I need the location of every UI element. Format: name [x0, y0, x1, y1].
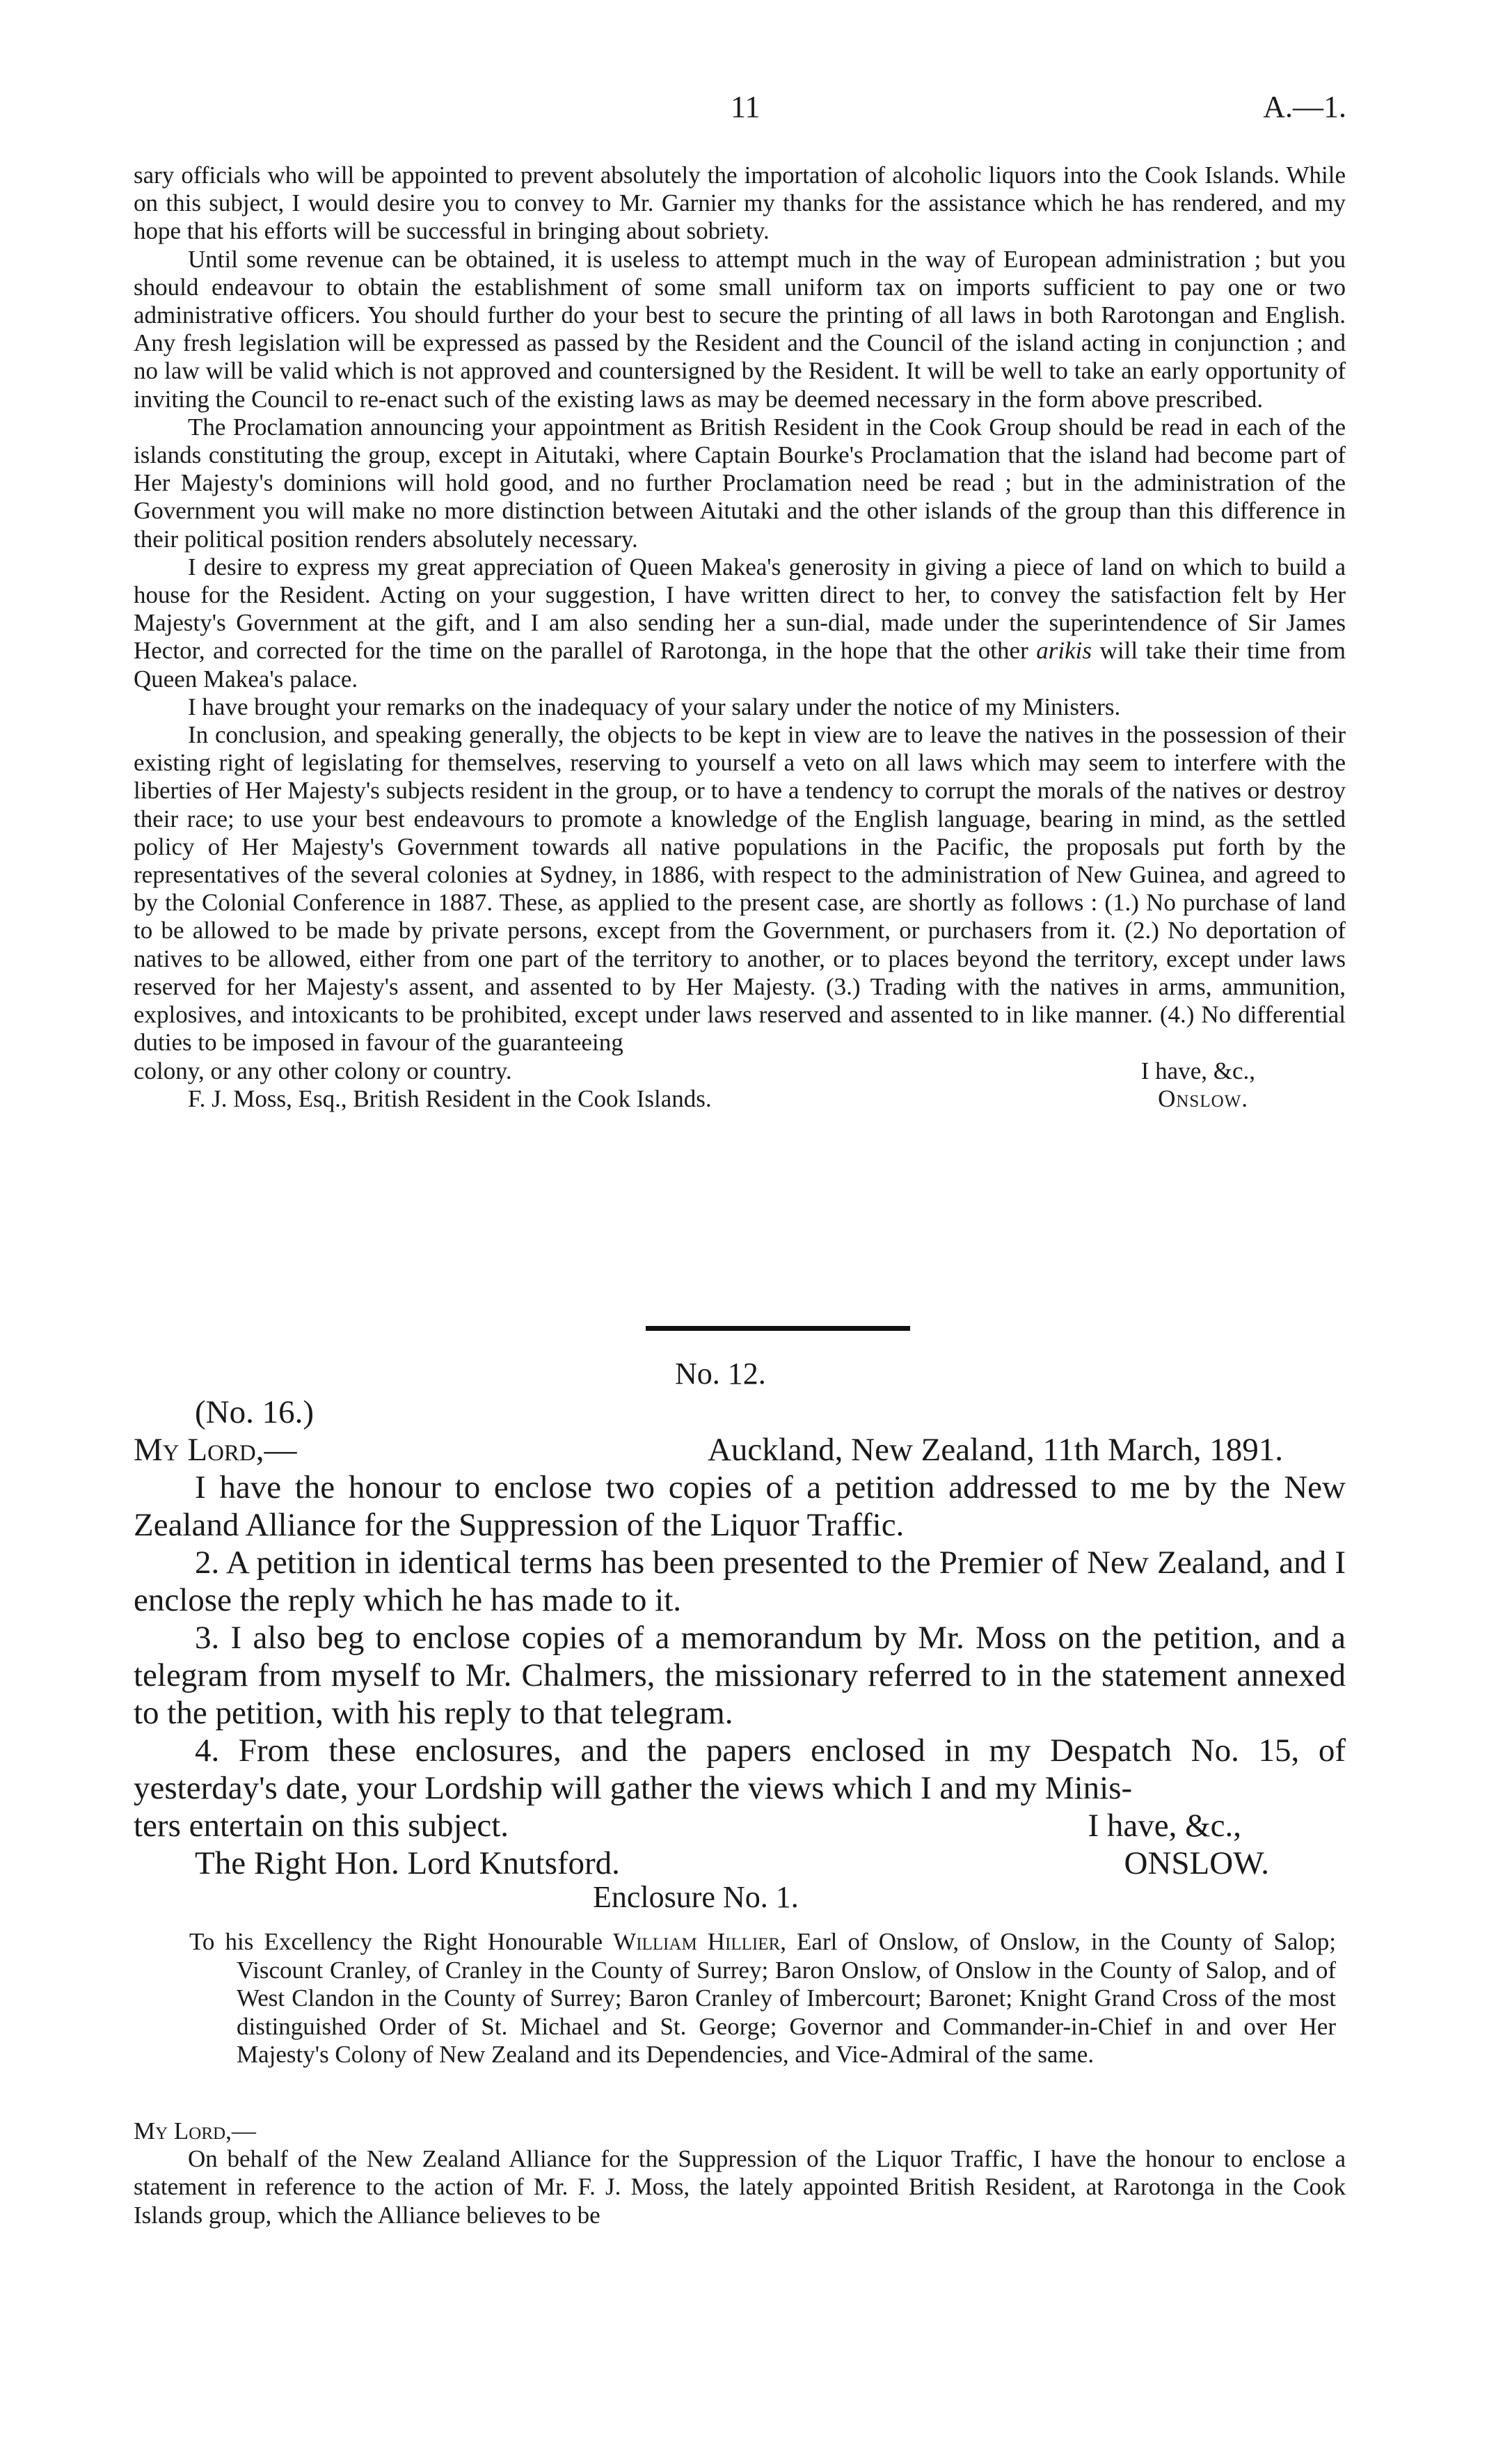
previous-despatch-body [134, 161, 1346, 1113]
paragraph-end: ters entertain on this subject. [134, 1808, 509, 1844]
address-block [189, 1928, 1336, 2069]
paragraph: 4. From these enclosures, and the papers enclosed in my Despatch No. 15, of yesterday's date, your Lordship will gather the views which I and my Minis- [134, 1732, 1346, 1806]
paragraph: Until some revenue can be obtained, it is useless to attempt much in the way of European administration ; but you should endeavour to obtain the establishment of some small uniform tax on imports sufficient to pay one or two administrative officers. You should further do your best to secure the printing of all laws in both Rarotongan and English. Any fresh legislation will be expressed as passed by the Resident and the Council of the island acting in conjunction ; and no law will be valid which is not approved and countersigned by the Resident. It will be well to take an early opportunity of inviting the Council to re-enact such of the existing laws as may be deemed necessary in the form above prescribed. [134, 245, 1346, 413]
closing-line [134, 1057, 1346, 1085]
place-date: Auckland, New Zealand, 11th March, 1891. [707, 1432, 1283, 1468]
despatch-ref: (No. 16.) [195, 1394, 314, 1430]
despatch-no12 [134, 1393, 1346, 1882]
paragraph: The Proclamation announcing your appointment as British Resident in the Cook Group should be read in each of the islands constituting the group, except in Aitutaki, where Captain Bourke's Proclamation that the island had become part of Her Majesty's dominions will hold good, and no further Proclamation need be read ; but in the administration of the Government you will make no more distinction between Aitutaki and the other islands of the group than this difference in their political position renders absolutely necessary. [134, 413, 1346, 553]
paragraph: I have brought your remarks on the inadequacy of your salary under the notice of my Ministers. [188, 693, 1121, 720]
salutation: My Lord,— [134, 1432, 297, 1468]
paragraph-text: will take their time from Queen Makea's palace. [134, 637, 1346, 693]
closing-formula: I have, &c., [1088, 1808, 1241, 1844]
paragraph-text: I desire to express my great appreciation of Queen Makea's generosity in giving a piece of land on which to build a house for the Resident. Acting on your suggestion, I have written direct to her, to convey the satisfaction felt by Her Majesty's Government at the gift, and I am also sending her a sun-dial, made under the superintendence of Sir James Hector, and corrected for the time on the parallel of Rarotonga, in the hope that the other [134, 553, 1346, 665]
enclosure-letter [134, 2117, 1346, 2229]
paragraph: sary officials who will be appointed to prevent absolutely the importation of alcoholic liquors into the Cook Islands. While on this subject, I would desire you to convey to Mr. Garnier my thanks for the assistance which he has rendered, and my hope that his efforts will be successful in bringing about sobriety. [134, 161, 1346, 245]
paragraph: In conclusion, and speaking generally, the objects to be kept in view are to leave the natives in the possession of their existing right of legislating for themselves, reserving to yourself a veto on all laws which may seem to interfere with the liberties of Her Majesty's subjects resident in the group, or to have a tendency to corrupt the morals of the natives or destroy their race; to use your best endeavours to promote a knowledge of the English language, bearing in mind, as the settled policy of Her Majesty's Government towards all native populations in the Pacific, the proposals put forth by the representatives of the several colonies at Sydney, in 1886, with respect to the administration of New Guinea, and agreed to by the Colonial Conference in 1887. These, as applied to the present case, are shortly as follows : (1.) No purchase of land to be allowed to be made by private persons, except from the Government, or purchasers from it. (2.) No deportation of natives to be allowed, either from one part of the territory to another, or to places beyond the territory, except under laws reserved for her Majesty's assent, and assented to by Her Majesty. (3.) Trading with the natives in arms, ammunition, explosives, and intoxicants to be prohibited, except under laws reserved and assented to in like manner. (4.) No differential duties to be imposed in favour of the guaranteeing [134, 721, 1346, 1057]
addressee: The Right Hon. Lord Knutsford. [195, 1845, 620, 1881]
paragraph-end: colony, or any other colony or country. [134, 1057, 512, 1084]
salutation-row [134, 1431, 1346, 1469]
signature-row [134, 1844, 1346, 1882]
document-reference: A.—1. [1263, 90, 1346, 124]
salutation: My Lord,— [134, 2117, 256, 2144]
signature-row [134, 1085, 1346, 1113]
addressee: F. J. Moss, Esq., British Resident in the Cook Islands. [188, 1084, 712, 1112]
section-divider [646, 1326, 910, 1331]
paragraph: I have the honour to enclose two copies of a petition addressed to me by the New Zealand Alliance for the Suppression of the Liquor Traffic. [134, 1469, 1346, 1543]
closing-line [134, 1807, 1346, 1844]
paragraph: On behalf of the New Zealand Alliance for the Suppression of the Liquor Traffic, I have the honour to enclose a statement in reference to the action of Mr. F. J. Moss, the lately appointed British Resident, at Rarotonga in the Cook Islands group, which the Alliance believes to be [134, 2145, 1346, 2229]
enclosure-address [189, 1928, 1336, 2069]
address-text: To his Excellency the Right Honourable [189, 1928, 614, 1955]
governor-name: William Hillier [613, 1928, 781, 1955]
signature: Onslow. [1158, 1084, 1248, 1112]
enclosure-heading: Enclosure No. 1. [593, 1880, 799, 1914]
paragraph: 2. A petition in identical terms has been presented to the Premier of New Zealand, and I enclose the reply which he has made to it. [134, 1545, 1346, 1618]
paragraph: 3. I also beg to enclose copies of a memorandum by Mr. Moss on the petition, and a telegram from myself to Mr. Chalmers, the missionary referred to in the statement annexed to the petition, with his reply to that telegram. [134, 1620, 1346, 1731]
address-text: , Earl of Onslow, of Onslow, in the County of Salop; Viscount Cranley, of Cranley in the County of Surrey; Baron Onslow, of Onslow in the County of Salop, and of West Clandon in the County of Surrey; Baron Cranley of Imbercourt; Baronet; Knight Grand Cross of the most distinguished Order of St. Michael and St. George; Governor and Commander-in-Chief in and over Her Majesty's Colony of New Zealand and its Dependencies, and Vice-Admiral of the same. [237, 1928, 1336, 2068]
section-heading: No. 12. [675, 1357, 766, 1391]
italic-term: arikis [1036, 637, 1092, 665]
page-number: 11 [731, 90, 761, 124]
closing-formula: I have, &c., [1140, 1057, 1255, 1084]
paragraph [134, 553, 1346, 693]
signature: ONSLOW. [1124, 1845, 1269, 1881]
